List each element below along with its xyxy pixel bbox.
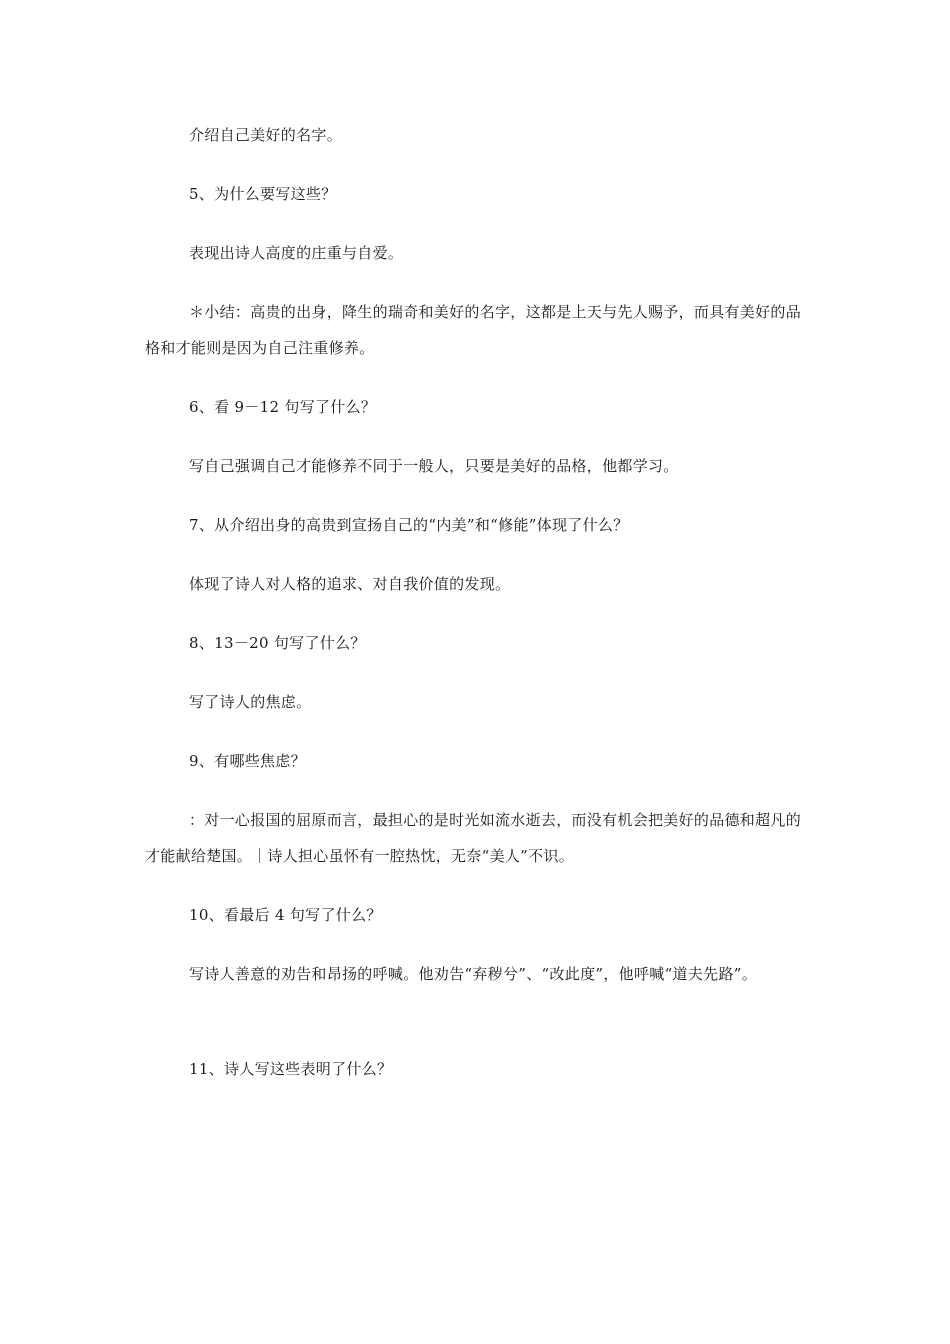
paragraph-question-8: 8、13－20 句写了什么？ — [189, 634, 366, 652]
paragraph-question-7: 7、从介绍出身的高贵到宣扬自己的“内美”和“修能”体现了什么？ — [189, 516, 629, 534]
paragraph-question-11: 11、诗人写这些表明了什么？ — [189, 1060, 393, 1078]
paragraph-question-10: 10、看最后 4 句写了什么？ — [189, 906, 382, 924]
paragraph-answer-9: ：对一心报国的屈原而言，最担心的是时光如流水逝去，而没有机会把美好的品德和超凡的才能献给楚国。｜诗人担心虽怀有一腔热忱，无奈“美人”不识。 — [145, 811, 802, 865]
paragraph-question-6: 6、看 9－12 句写了什么？ — [189, 398, 377, 416]
paragraph-question-9: 9、有哪些焦虑？ — [189, 752, 306, 770]
paragraph-answer-8: 写了诗人的焦虑。 — [189, 693, 312, 711]
paragraph-answer-6: 写自己强调自己才能修养不同于一般人，只要是美好的品格，他都学习。 — [189, 457, 679, 475]
paragraph-question-5: 5、为什么要写这些？ — [189, 185, 337, 203]
paragraph-answer-7: 体现了诗人对人格的追求、对自我价值的发现。 — [189, 575, 511, 593]
paragraph-summary: ＊小结：高贵的出身，降生的瑞奇和美好的名字，这都是上天与先人赐予，而具有美好的品格和才能则是因为自己注重修养。 — [145, 303, 802, 357]
paragraph-answer-name: 介绍自己美好的名字。 — [189, 126, 343, 144]
paragraph-answer-5: 表现出诗人高度的庄重与自爱。 — [189, 244, 404, 262]
paragraph-answer-10: 写诗人善意的劝告和昂扬的呼喊。他劝告“弃秽兮”、“改此度”，他呼喊“道夫先路”。 — [189, 965, 758, 983]
